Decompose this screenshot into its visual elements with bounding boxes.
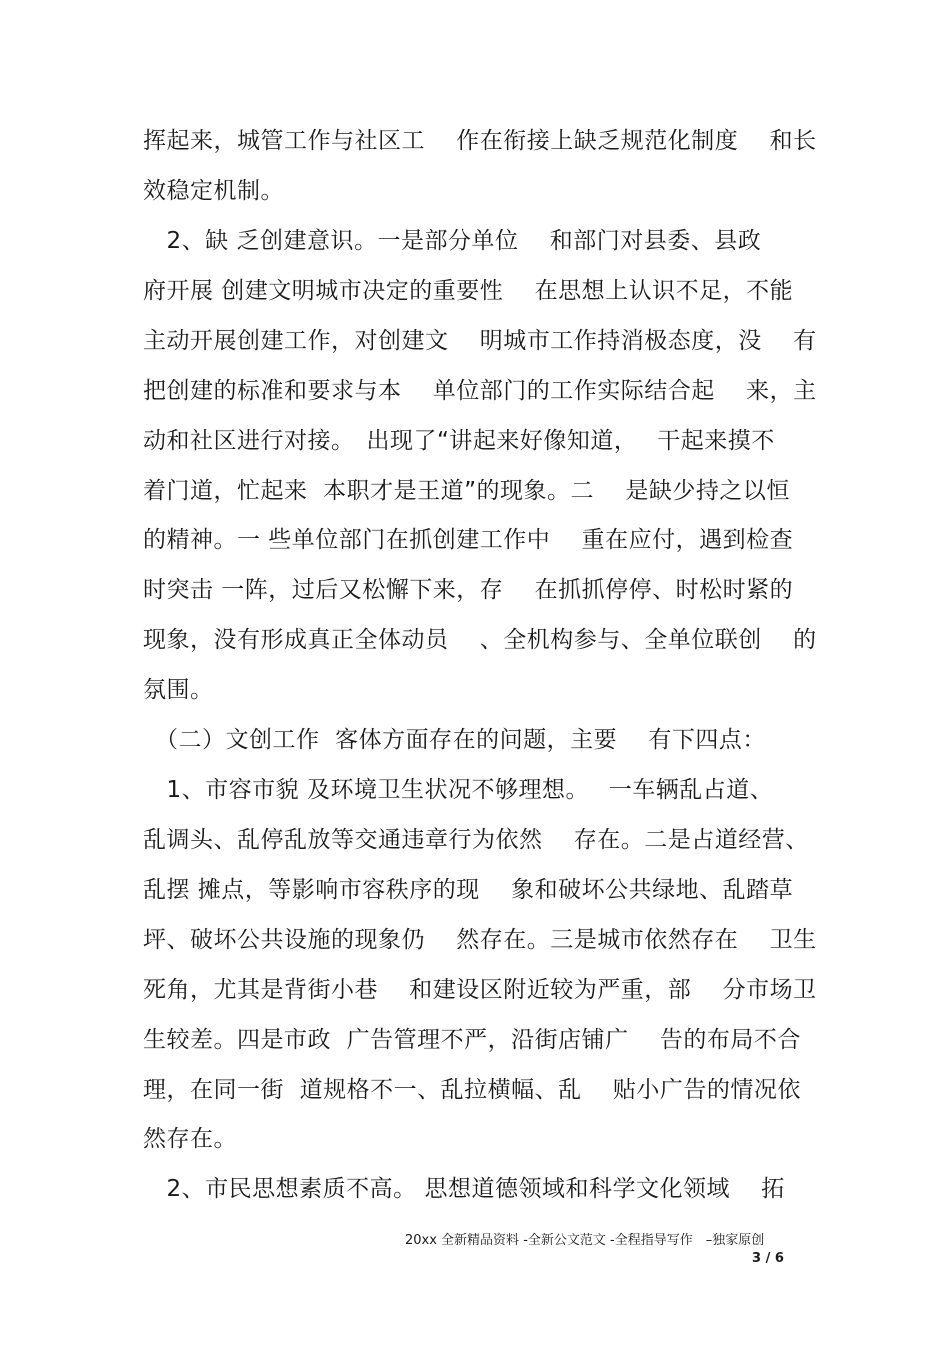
paragraph-line: 着门道，忙起来 本职才是王道”的现象。二 是缺少持之以恒 [143,478,790,504]
page-number: 3 / 6 [752,1251,784,1266]
section-heading: （二）文创工作 客体方面存在的问题，主要 有下四点： [143,727,766,753]
paragraph-line: 坪、破坏公共设施的现象仍 然存在。三是城市依然存在 卫生 [143,927,817,953]
paragraph-line: 的精神。一 些单位部门在抓创建工作中 重在应付，遇到检查 [143,527,794,553]
paragraph-line: 现象，没有形成真正全体动员 、全机构参与、全单位联创 的 [143,627,817,653]
paragraph-line: 死角，尤其是背街小巷 和建设区附近较为严重，部 分市场卫 [143,977,817,1003]
paragraph-line: 主动开展创建工作，对创建文 明城市工作持消极态度，没 有 [143,328,817,354]
paragraph-line: 挥起来，城管工作与社区工 作在衔接上缺乏规范化制度 和长 [143,128,817,154]
footer-text: 20xx 全新精品资料 -全新公文范文 -全程指导写作 –独家原创 [405,1233,765,1248]
paragraph-line: 氛围。 [143,677,214,703]
paragraph-line: 生较差。四是市政 广告管理不严，沿街店铺广 告的布局不合 [143,1027,801,1053]
paragraph-line: 然存在。 [143,1126,237,1152]
paragraph-line: 把创建的标准和要求与本 单位部门的工作实际结合起 来，主 [143,378,817,404]
paragraph-line: 时突击 一阵，过后又松懈下来，存 在抓抓停停、时松时紧的 [143,577,794,603]
paragraph-line: 乱调头、乱停乱放等交通违章行为依然 存在。二是占道经营、 [143,827,809,853]
paragraph-line: 效稳定机制。 [143,178,284,204]
paragraph-line: 府开展 创建文明城市决定的重要性 在思想上认识不足，不能 [143,278,794,304]
paragraph-line: 1、市容市貌 及环境卫生状况不够理想。 一车辆乱占道、 [143,777,774,803]
paragraph-line: 动和社区进行对接。 出现了“讲起来好像知道， 干起来摸不 [143,428,775,454]
paragraph-line: 乱摆 摊点，等影响市容秩序的现 象和破坏公共绿地、乱踏草 [143,877,794,903]
paragraph-line: 2、缺 乏创建意识。一是部分单位 和部门对县委、县政 [143,228,762,254]
paragraph-line: 理，在同一街 道规格不一、乱拉横幅、乱 贴小广告的情况依 [143,1077,801,1103]
paragraph-line: 2、市民思想素质不高。 思想道德领域和科学文化领域 拓 [143,1176,785,1202]
